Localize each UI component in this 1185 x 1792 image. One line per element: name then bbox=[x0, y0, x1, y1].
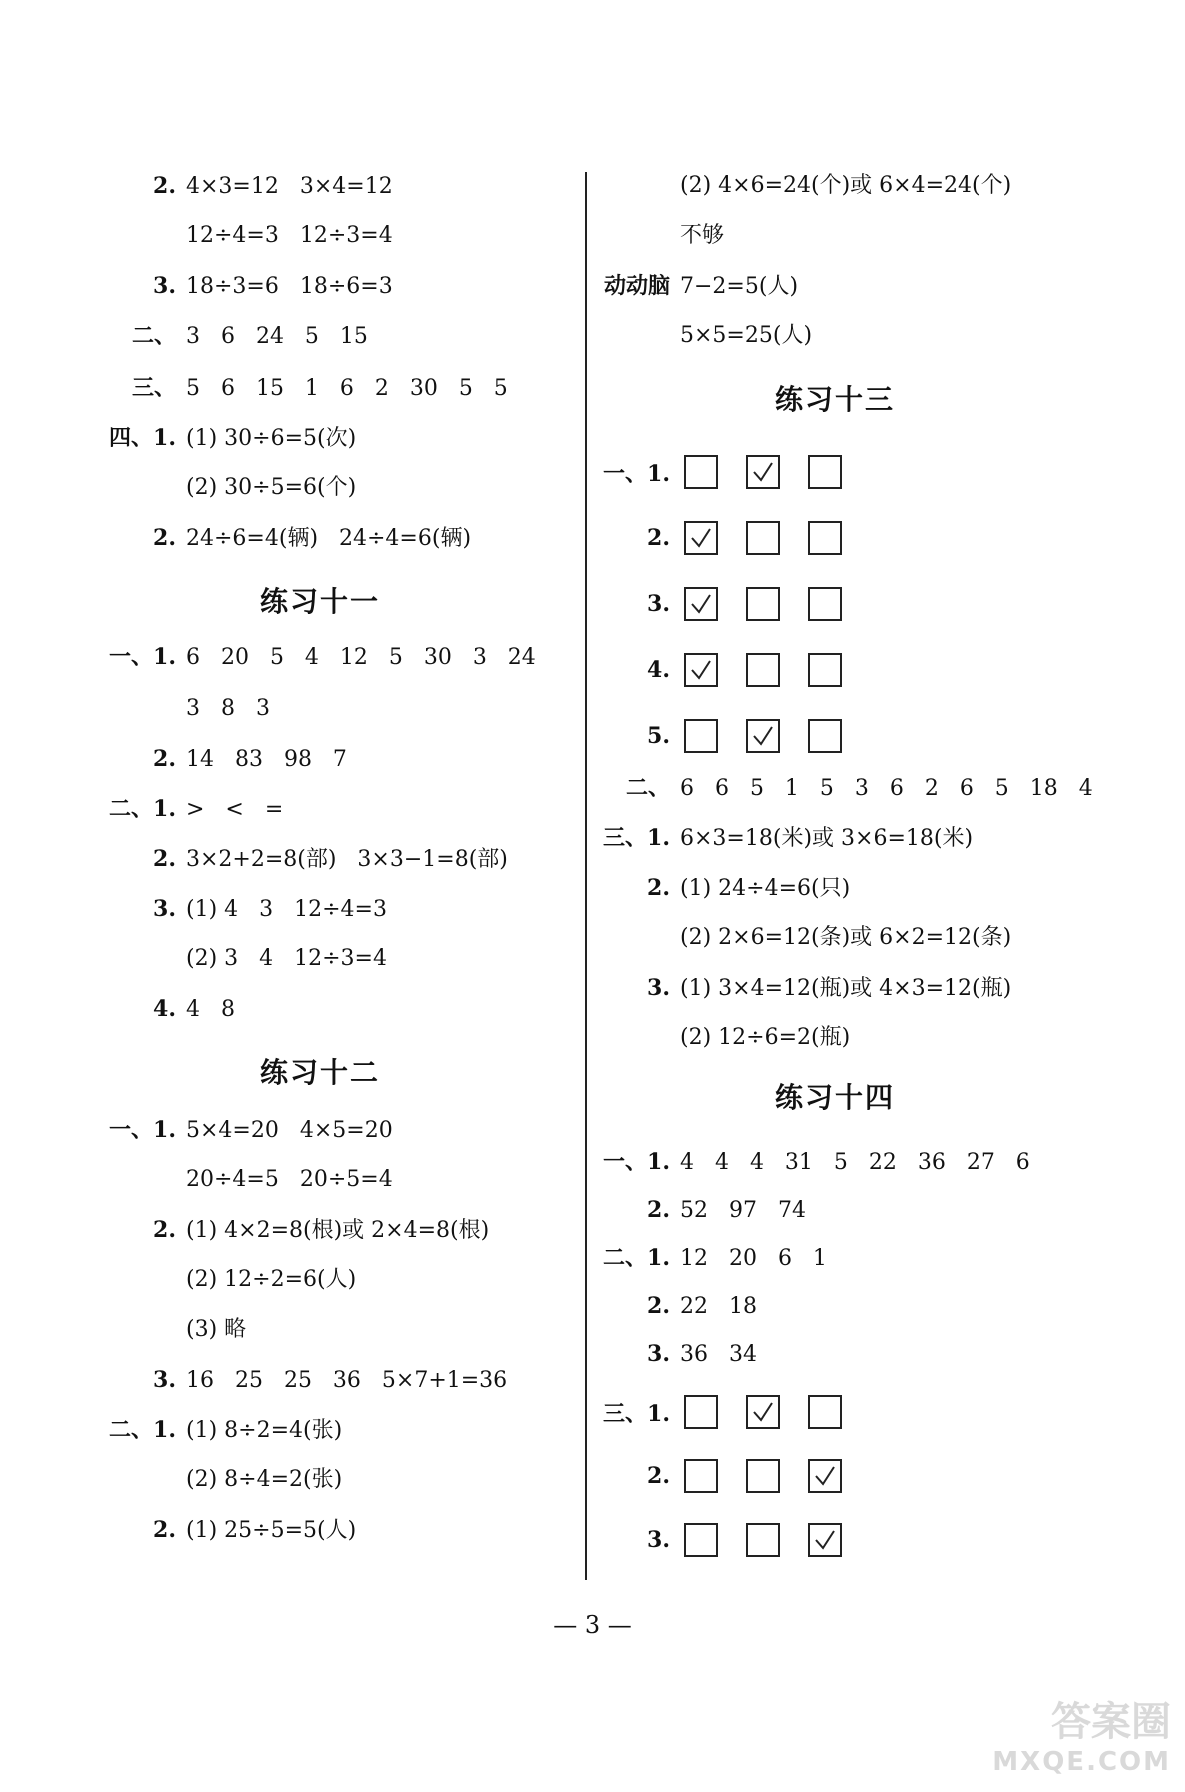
answer-text: > < = bbox=[186, 797, 284, 822]
answer-line bbox=[596, 222, 724, 250]
answer-text: (2) 2×6=12(条)或 6×2=12(条) bbox=[680, 925, 1012, 950]
check-icon bbox=[689, 658, 713, 682]
answer-text: 20÷4=5 20÷5=4 bbox=[186, 1167, 393, 1192]
answer-text: 14 83 98 7 bbox=[186, 747, 347, 772]
answer-text: 52 97 74 bbox=[680, 1198, 806, 1223]
answer-text: 24÷6=4(辆) 24÷4=6(辆) bbox=[186, 526, 472, 551]
item-label: 三、1. bbox=[603, 1400, 670, 1427]
answer-line bbox=[596, 1340, 757, 1368]
item-label: 2. bbox=[647, 1197, 670, 1223]
answer-text: 6 20 5 4 12 5 30 3 24 bbox=[186, 645, 536, 670]
answer-line bbox=[96, 695, 270, 723]
item-label: 二、1. bbox=[109, 796, 176, 822]
answer-line bbox=[96, 322, 368, 350]
answer-text: (2) 8÷4=2(张) bbox=[186, 1467, 343, 1492]
answer-text: (2) 30÷5=6(个) bbox=[186, 475, 357, 500]
answer-text: 3×2+2=8(部) 3×3−1=8(部) bbox=[186, 847, 508, 872]
item-label: 5. bbox=[647, 723, 670, 749]
answer-text: 16 25 25 36 5×7+1=36 bbox=[186, 1368, 508, 1393]
item-label: 二、1. bbox=[603, 1245, 670, 1271]
answer-line bbox=[96, 945, 387, 973]
watermark-url: MXQE.COM bbox=[992, 1747, 1171, 1777]
checkbox-row bbox=[596, 452, 870, 492]
checkbox-row bbox=[596, 1520, 870, 1560]
answer-line bbox=[596, 1196, 806, 1224]
answer-text: 22 18 bbox=[680, 1294, 757, 1319]
answer-text: (1) 25÷5=5(人) bbox=[186, 1518, 357, 1543]
answer-text: (2) 12÷2=6(人) bbox=[186, 1267, 357, 1292]
item-label: 二、1. bbox=[109, 1417, 176, 1443]
item-label: 3. bbox=[153, 1367, 176, 1393]
answer-text: 6×3=18(米)或 3×6=18(米) bbox=[680, 826, 974, 851]
checkbox-row bbox=[596, 1392, 870, 1432]
answer-line bbox=[96, 1366, 507, 1394]
checked-box bbox=[808, 1523, 842, 1557]
checked-box bbox=[746, 1395, 780, 1429]
answer-text: 12 20 6 1 bbox=[680, 1246, 827, 1271]
answer-text: (2) 3 4 12÷3=4 bbox=[186, 946, 387, 971]
answer-text: 6 6 5 1 5 3 6 2 6 5 18 4 bbox=[680, 776, 1093, 801]
check-icon bbox=[813, 1464, 837, 1488]
answer-line bbox=[596, 272, 798, 300]
answer-text: (2) 12÷6=2(瓶) bbox=[680, 1025, 851, 1050]
section-heading: 练习十四 bbox=[774, 1081, 895, 1114]
answer-text: 4 8 bbox=[186, 997, 235, 1022]
answer-line bbox=[96, 795, 283, 823]
item-label: 一、1. bbox=[109, 644, 176, 670]
answer-line bbox=[96, 1466, 342, 1494]
checkbox-row bbox=[596, 518, 870, 558]
empty-box bbox=[684, 1523, 718, 1557]
item-label: 二、 bbox=[625, 775, 670, 801]
answer-line bbox=[96, 1216, 489, 1244]
item-label: 一、1. bbox=[603, 460, 670, 487]
answer-text: 5×4=20 4×5=20 bbox=[186, 1118, 393, 1143]
empty-box bbox=[808, 521, 842, 555]
empty-box bbox=[684, 1395, 718, 1429]
answer-line bbox=[596, 874, 850, 902]
item-label: 4. bbox=[647, 657, 670, 683]
watermark-logo bbox=[992, 1699, 1171, 1782]
answer-text: 3 8 3 bbox=[186, 696, 270, 721]
checked-box bbox=[684, 587, 718, 621]
item-label: 2. bbox=[153, 846, 176, 872]
answer-text: 4×3=12 3×4=12 bbox=[186, 174, 393, 199]
watermark-text: 答案圈 bbox=[1051, 1699, 1171, 1745]
answer-line bbox=[96, 172, 393, 200]
item-label: 4. bbox=[153, 996, 176, 1022]
checked-box bbox=[684, 521, 718, 555]
item-label: 3. bbox=[153, 273, 176, 299]
item-label: 3. bbox=[153, 896, 176, 922]
answer-line bbox=[96, 1116, 393, 1144]
empty-box bbox=[746, 1459, 780, 1493]
empty-box bbox=[746, 1523, 780, 1557]
answer-line bbox=[596, 924, 1011, 952]
answer-line bbox=[96, 222, 393, 250]
answer-text: (1) 30÷6=5(次) bbox=[186, 426, 357, 451]
answer-line bbox=[96, 745, 347, 773]
item-label: 一、1. bbox=[109, 1117, 176, 1143]
empty-box bbox=[808, 653, 842, 687]
check-icon bbox=[813, 1528, 837, 1552]
item-label: 2. bbox=[647, 875, 670, 901]
item-label: 一、1. bbox=[603, 1149, 670, 1175]
empty-box bbox=[808, 719, 842, 753]
item-label: 2. bbox=[153, 1217, 176, 1243]
answer-text: (1) 4×2=8(根)或 2×4=8(根) bbox=[186, 1218, 490, 1243]
item-label: 三、 bbox=[131, 375, 176, 401]
section-heading: 练习十二 bbox=[259, 1056, 380, 1089]
empty-box bbox=[684, 719, 718, 753]
answer-line bbox=[96, 1266, 356, 1294]
empty-box bbox=[746, 653, 780, 687]
answer-text: (1) 8÷2=4(张) bbox=[186, 1418, 343, 1443]
empty-box bbox=[684, 1459, 718, 1493]
empty-box bbox=[746, 521, 780, 555]
item-label: 2. bbox=[153, 173, 176, 199]
answer-text: (3) 略 bbox=[186, 1317, 247, 1342]
answer-text: 18÷3=6 18÷6=3 bbox=[186, 274, 393, 299]
empty-box bbox=[808, 455, 842, 489]
answer-line bbox=[596, 824, 973, 852]
answer-text: (1) 24÷4=6(只) bbox=[680, 876, 851, 901]
answer-line bbox=[96, 474, 356, 502]
item-label: 2. bbox=[153, 746, 176, 772]
checkbox-row bbox=[596, 716, 870, 756]
item-label: 2. bbox=[153, 1517, 176, 1543]
check-icon bbox=[751, 1400, 775, 1424]
page-number: — 3 — bbox=[553, 1611, 632, 1639]
answer-line bbox=[596, 1292, 757, 1320]
answer-text: 36 34 bbox=[680, 1342, 757, 1367]
answer-text: 12÷4=3 12÷3=4 bbox=[186, 223, 393, 248]
empty-box bbox=[684, 455, 718, 489]
answer-line bbox=[96, 845, 508, 873]
item-label: 2. bbox=[153, 525, 176, 551]
answer-line bbox=[96, 272, 393, 300]
item-label: 二、 bbox=[131, 323, 176, 349]
checkbox-row bbox=[596, 1456, 870, 1496]
answer-line bbox=[96, 895, 387, 923]
answer-line bbox=[96, 524, 471, 552]
answer-line bbox=[596, 1244, 827, 1272]
checkbox-row bbox=[596, 584, 870, 624]
answer-line bbox=[96, 995, 235, 1023]
empty-box bbox=[746, 587, 780, 621]
answer-text: (1) 4 3 12÷4=3 bbox=[186, 897, 387, 922]
answer-line bbox=[96, 374, 508, 402]
empty-box bbox=[808, 587, 842, 621]
answer-line bbox=[96, 424, 356, 452]
answer-text: 5×5=25(人) bbox=[680, 323, 813, 348]
check-icon bbox=[689, 592, 713, 616]
check-icon bbox=[751, 460, 775, 484]
answer-line bbox=[96, 1416, 342, 1444]
item-label: 动动脑 bbox=[603, 273, 670, 299]
empty-box bbox=[808, 1395, 842, 1429]
checkbox-row bbox=[596, 650, 870, 690]
answer-text: 7−2=5(人) bbox=[680, 274, 799, 299]
checked-box bbox=[684, 653, 718, 687]
answer-line bbox=[96, 643, 536, 671]
answer-line bbox=[596, 1148, 1030, 1176]
item-label: 3. bbox=[647, 975, 670, 1001]
item-label: 2. bbox=[647, 1463, 670, 1489]
item-label: 2. bbox=[647, 525, 670, 551]
item-label: 3. bbox=[647, 591, 670, 617]
item-label: 3. bbox=[647, 1341, 670, 1367]
answer-text: (2) 4×6=24(个)或 6×4=24(个) bbox=[680, 173, 1012, 198]
column-divider bbox=[585, 172, 587, 1580]
answer-line bbox=[596, 974, 1011, 1002]
item-label: 三、1. bbox=[603, 825, 670, 851]
answer-line bbox=[96, 1166, 393, 1194]
check-icon bbox=[751, 724, 775, 748]
item-label: 四、1. bbox=[109, 425, 176, 451]
answer-text: (1) 3×4=12(瓶)或 4×3=12(瓶) bbox=[680, 976, 1012, 1001]
checked-box bbox=[746, 719, 780, 753]
answer-line bbox=[96, 1316, 246, 1344]
answer-line bbox=[596, 172, 1011, 200]
answer-text: 4 4 4 31 5 22 36 27 6 bbox=[680, 1150, 1030, 1175]
answer-line bbox=[96, 1516, 356, 1544]
checked-box bbox=[746, 455, 780, 489]
answer-line bbox=[596, 322, 812, 350]
answer-line bbox=[596, 774, 1093, 802]
answer-text: 不够 bbox=[680, 223, 725, 248]
item-label: 3. bbox=[647, 1527, 670, 1553]
section-heading: 练习十一 bbox=[259, 585, 380, 618]
answer-line bbox=[596, 1024, 850, 1052]
item-label: 2. bbox=[647, 1293, 670, 1319]
section-heading: 练习十三 bbox=[774, 383, 895, 416]
checked-box bbox=[808, 1459, 842, 1493]
answer-text: 3 6 24 5 15 bbox=[186, 324, 368, 349]
answer-text: 5 6 15 1 6 2 30 5 5 bbox=[186, 376, 508, 401]
check-icon bbox=[689, 526, 713, 550]
